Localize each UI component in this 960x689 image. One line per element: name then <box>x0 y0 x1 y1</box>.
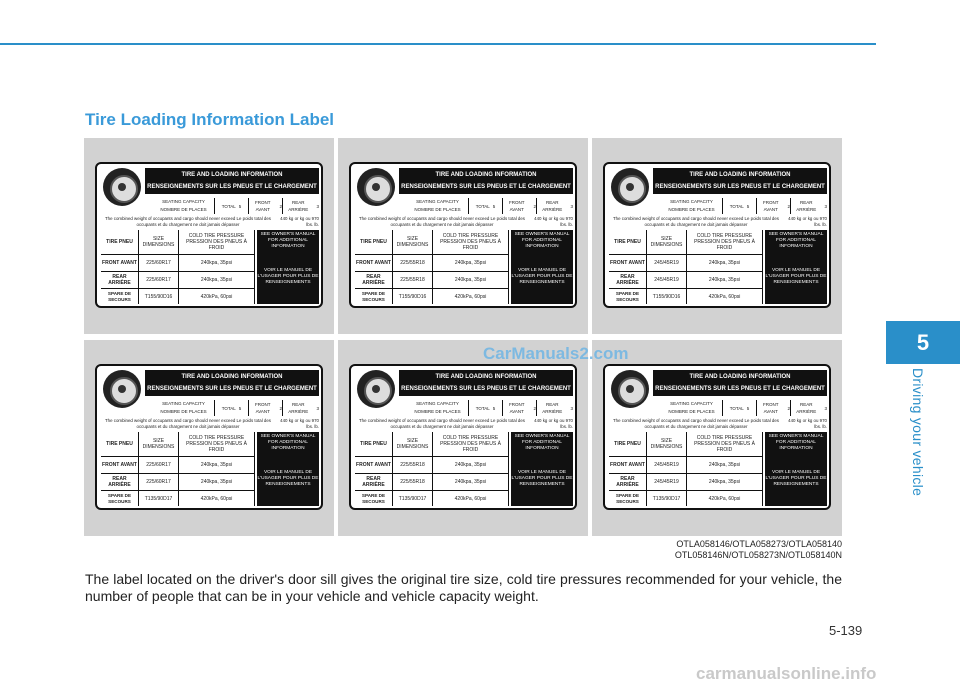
seating-label: SEATING CAPACITY NOMBRE DE PLACES <box>407 400 469 416</box>
weight-note-values: 440 kg or kg ou 970 lbs. lb. <box>534 418 573 429</box>
tire-label <box>95 162 323 308</box>
pressure-column <box>687 432 763 506</box>
seating-capacity <box>407 400 573 416</box>
rear-size: 225/60R17 <box>139 271 178 288</box>
seating-rear <box>791 400 827 416</box>
front-seats-label: FRONT AVANT <box>508 200 525 212</box>
weight-note-text: The combined weight of occupants and cargo should never exceed Le poids total des occupants et du chargement ne doit jamais dépasser <box>359 418 525 429</box>
seating-front <box>503 400 537 416</box>
label-header <box>399 370 573 396</box>
size-column <box>393 230 433 304</box>
total-label: TOTAL <box>221 203 236 209</box>
watermark-top: CarManuals2.com <box>483 344 629 363</box>
row-rear-label: REAR ARRIÈRE <box>101 271 138 288</box>
weight-note <box>355 216 573 228</box>
spare-size: T135/90D17 <box>647 490 686 506</box>
label-header-en: TIRE AND LOADING INFORMATION <box>435 374 537 380</box>
col-pressure-header: COLD TIRE PRESSURE PRESSION DES PNEUS À FROID <box>440 435 501 453</box>
total-label: TOTAL <box>475 203 490 209</box>
weight-note-values: 440 kg or kg ou 970 lbs. lb. <box>280 418 319 429</box>
rear-seats-label: REAR ARRIÈRE <box>542 402 563 414</box>
wheel-icon <box>611 370 649 408</box>
label-header <box>399 168 573 194</box>
wheel-icon <box>357 370 395 408</box>
col-pressure-header: COLD TIRE PRESSURE PRESSION DES PNEUS À FROID <box>694 233 755 251</box>
row-rear-label: REAR ARRIÈRE <box>355 271 392 288</box>
row-front-label: FRONT AVANT <box>101 456 138 473</box>
row-spare-label: SPARE DE SECOURS <box>101 288 138 304</box>
seating-label: SEATING CAPACITY NOMBRE DE PLACES <box>661 198 723 214</box>
wheel-icon <box>357 168 395 206</box>
seating-total <box>469 400 503 416</box>
label-header-en: TIRE AND LOADING INFORMATION <box>181 172 283 178</box>
col-tire-header: TIRE PNEU <box>360 239 387 245</box>
seating-front <box>757 400 791 416</box>
row-front-label: FRONT AVANT <box>609 254 646 271</box>
tire-label-panel-6 <box>592 340 842 536</box>
weight-note-text: The combined weight of occupants and cargo should never exceed Le poids total des occupants et du chargement ne doit jamais dépasser <box>105 418 271 429</box>
seating-rear <box>537 400 573 416</box>
row-front-label: FRONT AVANT <box>355 456 392 473</box>
rear-pressure: 240kpa, 35psi <box>687 271 762 288</box>
label-header <box>145 370 319 396</box>
front-pressure: 240kpa, 35psi <box>433 254 508 271</box>
tire-label-panel-4 <box>84 340 334 536</box>
spare-pressure: 420kPa, 60psi <box>179 288 254 304</box>
tire-column <box>101 230 139 304</box>
manual-note <box>511 230 573 304</box>
weight-note-values: 440 kg or kg ou 970 lbs. lb. <box>788 216 827 227</box>
tire-column <box>355 230 393 304</box>
front-seats-label: FRONT AVANT <box>762 402 779 414</box>
front-seats-value: 2 <box>787 405 790 411</box>
rear-size: 225/60R17 <box>139 473 178 490</box>
tire-label-figure <box>84 138 842 536</box>
weight-note <box>355 418 573 430</box>
spare-size: T155/90D16 <box>393 288 432 304</box>
seating-rear <box>283 400 319 416</box>
manual-note-fr: VOIR LE MANUEL DE L'USAGER POUR PLUS DE RENSEIGNEMENTS <box>765 268 827 285</box>
front-pressure: 240kpa, 35psi <box>687 456 762 473</box>
tire-column <box>609 230 647 304</box>
size-column <box>647 230 687 304</box>
col-size-header: SIZE DIMENSIONS <box>142 236 175 248</box>
front-seats-label: FRONT AVANT <box>762 200 779 212</box>
pressure-column <box>687 230 763 304</box>
rear-pressure: 240kpa, 35psi <box>687 473 762 490</box>
rear-seats-value: 3 <box>824 203 827 209</box>
rear-size: 225/55R18 <box>393 473 432 490</box>
front-size: 245/45R19 <box>647 254 686 271</box>
tire-column <box>609 432 647 506</box>
front-seats-label: FRONT AVANT <box>254 200 271 212</box>
spare-pressure: 420kPa, 60psi <box>687 288 762 304</box>
seating-label: SEATING CAPACITY NOMBRE DE PLACES <box>153 400 215 416</box>
label-header-en: TIRE AND LOADING INFORMATION <box>435 172 537 178</box>
tire-column <box>355 432 393 506</box>
pressure-column <box>179 432 255 506</box>
tire-table <box>101 230 319 304</box>
seating-label: SEATING CAPACITY NOMBRE DE PLACES <box>661 400 723 416</box>
spare-size: T155/90D16 <box>139 288 178 304</box>
rear-size: 245/45R19 <box>647 271 686 288</box>
rear-seats-label: REAR ARRIÈRE <box>288 402 309 414</box>
tire-label-panel-5 <box>338 340 588 536</box>
col-tire-header: TIRE PNEU <box>614 239 641 245</box>
image-code-2: OTL058146N/OTL058273N/OTL058140N <box>674 550 842 560</box>
seating-rear <box>537 198 573 214</box>
seating-front <box>503 198 537 214</box>
seating-capacity <box>661 198 827 214</box>
weight-note-values: 440 kg or kg ou 970 lbs. lb. <box>280 216 319 227</box>
row-rear-label: REAR ARRIÈRE <box>609 473 646 490</box>
front-seats-label: FRONT AVANT <box>254 402 271 414</box>
tire-label <box>349 162 577 308</box>
tire-table <box>609 230 827 304</box>
manual-note-en: SEE OWNER'S MANUAL FOR ADDITIONAL INFORMATION <box>768 434 824 451</box>
manual-note-en: SEE OWNER'S MANUAL FOR ADDITIONAL INFORMATION <box>768 232 824 249</box>
manual-note-fr: VOIR LE MANUEL DE L'USAGER POUR PLUS DE RENSEIGNEMENTS <box>257 268 319 285</box>
label-header-fr: RENSEIGNEMENTS SUR LES PNEUS ET LE CHARGEMENT <box>401 386 571 392</box>
rear-seats-label: REAR ARRIÈRE <box>796 200 817 212</box>
spare-pressure: 420kPa, 60psi <box>433 490 508 506</box>
tire-label-panel-2 <box>338 138 588 334</box>
pressure-column <box>433 432 509 506</box>
label-header-fr: RENSEIGNEMENTS SUR LES PNEUS ET LE CHARGEMENT <box>147 386 317 392</box>
weight-note-text: The combined weight of occupants and cargo should never exceed Le poids total des occupants et du chargement ne doit jamais dépasser <box>105 216 271 227</box>
row-spare-label: SPARE DE SECOURS <box>355 288 392 304</box>
total-label: TOTAL <box>729 405 744 411</box>
rear-size: 225/55R18 <box>393 271 432 288</box>
front-size: 225/55R18 <box>393 254 432 271</box>
total-value: 5 <box>492 203 496 209</box>
size-column <box>393 432 433 506</box>
front-size: 225/60R17 <box>139 254 178 271</box>
weight-note <box>609 418 827 430</box>
wheel-icon <box>103 168 141 206</box>
manual-note-fr: VOIR LE MANUEL DE L'USAGER POUR PLUS DE RENSEIGNEMENTS <box>511 470 573 487</box>
weight-note-values: 440 kg or kg ou 970 lbs. lb. <box>788 418 827 429</box>
seating-front <box>757 198 791 214</box>
tire-label-panel-1 <box>84 138 334 334</box>
seating-total <box>215 198 249 214</box>
front-seats-value: 2 <box>279 405 282 411</box>
row-front-label: FRONT AVANT <box>609 456 646 473</box>
seating-total <box>215 400 249 416</box>
manual-note <box>257 230 319 304</box>
row-front-label: FRONT AVANT <box>101 254 138 271</box>
label-header <box>145 168 319 194</box>
manual-note-en: SEE OWNER'S MANUAL FOR ADDITIONAL INFORMATION <box>260 232 316 249</box>
manual-note-fr: VOIR LE MANUEL DE L'USAGER POUR PLUS DE RENSEIGNEMENTS <box>257 470 319 487</box>
front-seats-value: 2 <box>533 203 536 209</box>
total-value: 5 <box>238 203 242 209</box>
manual-note-fr: VOIR LE MANUEL DE L'USAGER POUR PLUS DE RENSEIGNEMENTS <box>511 268 573 285</box>
seating-rear <box>791 198 827 214</box>
manual-note <box>765 230 827 304</box>
manual-note-fr: VOIR LE MANUEL DE L'USAGER POUR PLUS DE RENSEIGNEMENTS <box>765 470 827 487</box>
row-rear-label: REAR ARRIÈRE <box>609 271 646 288</box>
seating-capacity <box>153 198 319 214</box>
label-header-fr: RENSEIGNEMENTS SUR LES PNEUS ET LE CHARGEMENT <box>401 184 571 190</box>
body-text: The label located on the driver's door sill gives the original tire size, cold tire pressures recommended for your vehicle, the number of people that can be in your vehicle and vehicle capacity weight. <box>85 571 842 604</box>
label-header <box>653 168 827 194</box>
pressure-column <box>179 230 255 304</box>
seating-total <box>723 198 757 214</box>
tire-table <box>101 432 319 506</box>
manual-note <box>765 432 827 506</box>
tire-label <box>95 364 323 510</box>
rear-seats-value: 3 <box>316 405 319 411</box>
front-pressure: 240kpa, 35psi <box>687 254 762 271</box>
image-code-1: OTLA058146/OTLA058273/OTLA058140 <box>676 539 842 549</box>
front-seats-value: 2 <box>279 203 282 209</box>
spare-size: T155/90D16 <box>647 288 686 304</box>
rear-seats-value: 3 <box>316 203 319 209</box>
total-label: TOTAL <box>475 405 490 411</box>
manual-note <box>511 432 573 506</box>
rear-pressure: 240kpa, 35psi <box>179 271 254 288</box>
row-rear-label: REAR ARRIÈRE <box>101 473 138 490</box>
rear-pressure: 240kpa, 35psi <box>433 271 508 288</box>
weight-note-values: 440 kg or kg ou 970 lbs. lb. <box>534 216 573 227</box>
image-codes <box>675 539 842 561</box>
rear-seats-value: 3 <box>570 405 573 411</box>
rear-seats-value: 3 <box>570 203 573 209</box>
wheel-icon <box>103 370 141 408</box>
label-header-en: TIRE AND LOADING INFORMATION <box>181 374 283 380</box>
size-column <box>139 432 179 506</box>
row-spare-label: SPARE DE SECOURS <box>609 490 646 506</box>
col-tire-header: TIRE PNEU <box>106 239 133 245</box>
manual-note <box>257 432 319 506</box>
tire-column <box>101 432 139 506</box>
weight-note <box>101 216 319 228</box>
rear-seats-label: REAR ARRIÈRE <box>288 200 309 212</box>
section-title: Tire Loading Information Label <box>85 110 335 129</box>
pressure-column <box>433 230 509 304</box>
page-number: 5-139 <box>829 623 863 638</box>
spare-pressure: 420kPa, 60psi <box>433 288 508 304</box>
seating-capacity <box>407 198 573 214</box>
tire-table <box>355 230 573 304</box>
wheel-icon <box>611 168 649 206</box>
weight-note <box>101 418 319 430</box>
rear-seats-label: REAR ARRIÈRE <box>542 200 563 212</box>
spare-pressure: 420kPa, 60psi <box>179 490 254 506</box>
label-header-en: TIRE AND LOADING INFORMATION <box>689 172 791 178</box>
seating-capacity <box>153 400 319 416</box>
row-spare-label: SPARE DE SECOURS <box>609 288 646 304</box>
weight-note-text: The combined weight of occupants and cargo should never exceed Le poids total des occupants et du chargement ne doit jamais dépasser <box>613 216 779 227</box>
col-tire-header: TIRE PNEU <box>614 441 641 447</box>
col-pressure-header: COLD TIRE PRESSURE PRESSION DES PNEUS À FROID <box>186 435 247 453</box>
label-header-fr: RENSEIGNEMENTS SUR LES PNEUS ET LE CHARGEMENT <box>655 386 825 392</box>
col-pressure-header: COLD TIRE PRESSURE PRESSION DES PNEUS À FROID <box>440 233 501 251</box>
col-size-header: SIZE DIMENSIONS <box>650 236 683 248</box>
weight-note <box>609 216 827 228</box>
size-column <box>647 432 687 506</box>
total-value: 5 <box>746 405 750 411</box>
tire-label <box>603 162 831 308</box>
front-seats-label: FRONT AVANT <box>508 402 525 414</box>
label-header <box>653 370 827 396</box>
seating-label: SEATING CAPACITY NOMBRE DE PLACES <box>407 198 469 214</box>
chapter-tab[interactable]: 5 <box>886 321 960 364</box>
chapter-title: Driving your vehicle <box>910 368 926 497</box>
col-tire-header: TIRE PNEU <box>106 441 133 447</box>
seating-rear <box>283 198 319 214</box>
seating-label: SEATING CAPACITY NOMBRE DE PLACES <box>153 198 215 214</box>
col-pressure-header: COLD TIRE PRESSURE PRESSION DES PNEUS À FROID <box>694 435 755 453</box>
front-size: 245/45R19 <box>647 456 686 473</box>
spare-size: T135/90D17 <box>139 490 178 506</box>
label-header-fr: RENSEIGNEMENTS SUR LES PNEUS ET LE CHARGEMENT <box>147 184 317 190</box>
col-pressure-header: COLD TIRE PRESSURE PRESSION DES PNEUS À FROID <box>186 233 247 251</box>
rear-pressure: 240kpa, 35psi <box>433 473 508 490</box>
seating-total <box>469 198 503 214</box>
rear-pressure: 240kpa, 35psi <box>179 473 254 490</box>
front-seats-value: 2 <box>533 405 536 411</box>
seating-total <box>723 400 757 416</box>
total-label: TOTAL <box>729 203 744 209</box>
tire-label <box>349 364 577 510</box>
col-size-header: SIZE DIMENSIONS <box>396 236 429 248</box>
row-rear-label: REAR ARRIÈRE <box>355 473 392 490</box>
col-tire-header: TIRE PNEU <box>360 441 387 447</box>
front-size: 225/55R18 <box>393 456 432 473</box>
front-pressure: 240kpa, 35psi <box>179 456 254 473</box>
col-size-header: SIZE DIMENSIONS <box>142 438 175 450</box>
col-size-header: SIZE DIMENSIONS <box>650 438 683 450</box>
label-header-fr: RENSEIGNEMENTS SUR LES PNEUS ET LE CHARGEMENT <box>655 184 825 190</box>
col-size-header: SIZE DIMENSIONS <box>396 438 429 450</box>
total-value: 5 <box>238 405 242 411</box>
seating-front <box>249 400 283 416</box>
rear-seats-label: REAR ARRIÈRE <box>796 402 817 414</box>
front-seats-value: 2 <box>787 203 790 209</box>
total-value: 5 <box>746 203 750 209</box>
label-header-en: TIRE AND LOADING INFORMATION <box>689 374 791 380</box>
seating-front <box>249 198 283 214</box>
seating-capacity <box>661 400 827 416</box>
front-pressure: 240kpa, 35psi <box>179 254 254 271</box>
spare-size: T135/90D17 <box>393 490 432 506</box>
tire-table <box>609 432 827 506</box>
size-column <box>139 230 179 304</box>
total-label: TOTAL <box>221 405 236 411</box>
row-spare-label: SPARE DE SECOURS <box>101 490 138 506</box>
weight-note-text: The combined weight of occupants and cargo should never exceed Le poids total des occupants et du chargement ne doit jamais dépasser <box>359 216 525 227</box>
spare-pressure: 420kPa, 60psi <box>687 490 762 506</box>
row-front-label: FRONT AVANT <box>355 254 392 271</box>
rear-seats-value: 3 <box>824 405 827 411</box>
front-pressure: 240kpa, 35psi <box>433 456 508 473</box>
tire-table <box>355 432 573 506</box>
top-rule <box>0 43 876 45</box>
manual-note-en: SEE OWNER'S MANUAL FOR ADDITIONAL INFORMATION <box>514 434 570 451</box>
rear-size: 245/45R19 <box>647 473 686 490</box>
manual-note-en: SEE OWNER'S MANUAL FOR ADDITIONAL INFORMATION <box>514 232 570 249</box>
row-spare-label: SPARE DE SECOURS <box>355 490 392 506</box>
watermark-bottom: carmanualsonline.info <box>696 664 877 683</box>
front-size: 225/60R17 <box>139 456 178 473</box>
weight-note-text: The combined weight of occupants and cargo should never exceed Le poids total des occupants et du chargement ne doit jamais dépasser <box>613 418 779 429</box>
tire-label-panel-3 <box>592 138 842 334</box>
total-value: 5 <box>492 405 496 411</box>
tire-label <box>603 364 831 510</box>
manual-note-en: SEE OWNER'S MANUAL FOR ADDITIONAL INFORMATION <box>260 434 316 451</box>
